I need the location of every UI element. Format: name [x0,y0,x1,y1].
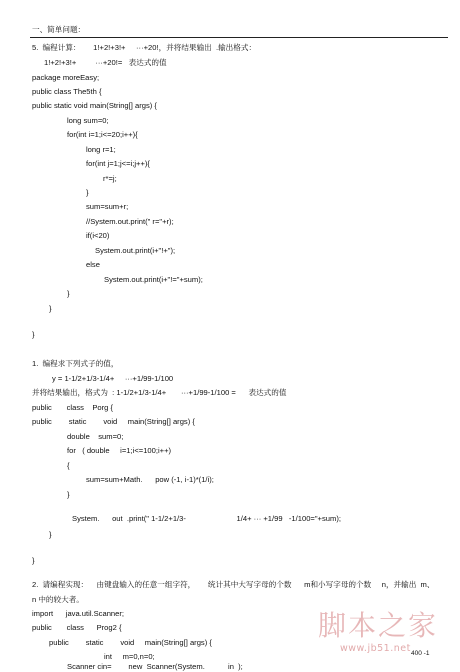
code-line: } [49,304,52,313]
section-divider [30,37,448,38]
question-1-text: 1. 编程求下列式子的值， [32,359,119,368]
code-line: System.out.print(i+"!+"); [95,246,176,255]
code-line: } [67,289,70,298]
code-line: } [32,330,35,339]
code-line: Scanner cin= new Scanner(System. in ); [67,662,243,671]
code-line: } [32,556,35,565]
watermark-logo: 脚本之家 [318,609,439,642]
code-line: } [67,490,70,499]
section-title: 一、简单问题： [32,25,86,34]
code-line: System. out .print(" 1-1/2+1/3- 1/4+ ··· +1/99 -1/100="+sum); [72,514,341,523]
code-line: for(int j=1;j<=i;j++){ [86,159,150,168]
code-line: int m=0,n=0; [104,652,155,661]
code-line: public class Prog2 { [32,623,122,632]
code-line: if(i<20) [86,231,110,240]
question-2-text-cont: n 中的较大者。 [32,595,84,604]
code-line: } [49,530,52,539]
code-line: sum=sum+Math. pow (-1, i-1)*(1/i); [86,475,214,484]
code-line: for(int i=1;i<=20;i++){ [67,130,138,139]
code-line: public static void main(String[] args) { [49,638,212,647]
question-2-text: 2. 请编程实现： 由键盘输入的任意一组字符， 统计其中大写字母的个数 m和小写字母的个数 n，并输出 m、 [32,580,435,589]
code-line: public class Porg { [32,403,114,412]
code-line: public class The5th { [32,87,102,96]
formula-line: y = 1-1/2+1/3-1/4+ ···+1/99-1/100 [52,374,174,383]
code-line: //System.out.print(" r="+r); [86,217,174,226]
code-line: else [86,260,100,269]
code-line: package moreEasy; [32,73,100,82]
page-number: 400 -1 [411,650,430,657]
code-line: } [86,188,89,197]
question-5-text: 5. 编程计算： 1!+2!+3!+ ···+20!，并将结果输出 .输出格式： [32,43,257,52]
code-line: for ( double i=1;i<=100;i++) [67,446,172,455]
code-line: public static void main(String[] args) { [32,417,195,426]
watermark-url: www.jb51.net [340,643,411,654]
code-line: public static void main(String[] args) { [32,101,157,110]
code-line: r*=j; [103,174,117,183]
code-line: long r=1; [86,145,116,154]
output-format-line: 1!+2!+3!+ ···+20!= 表达式的值 [44,58,167,67]
code-line: sum=sum+r; [86,202,129,211]
code-line: long sum=0; [67,116,109,125]
code-line: { [67,461,70,470]
output-format-line: 并将结果输出，格式为 : 1-1/2+1/3-1/4+ ···+1/99-1/100 = 表达式的值 [32,388,287,397]
code-line: System.out.print(i+"!="+sum); [104,275,203,284]
code-line: double sum=0; [67,432,124,441]
code-line: import java.util.Scanner; [32,609,125,618]
